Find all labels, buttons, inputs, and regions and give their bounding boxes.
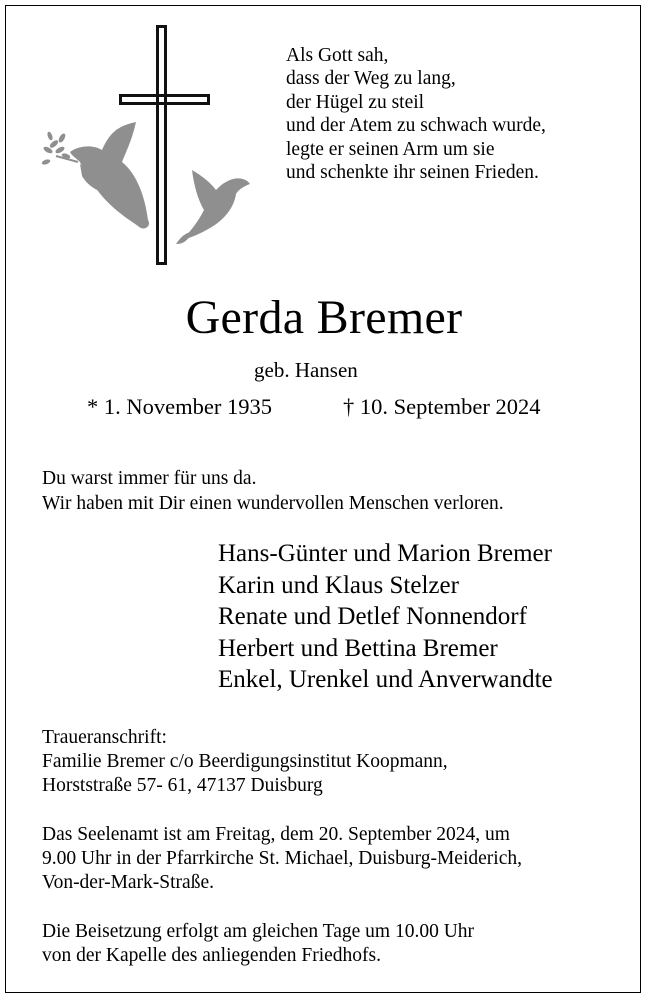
birth-date: * 1. November 1935 xyxy=(87,394,272,419)
verse-line: legte er seinen Arm um sie xyxy=(286,138,495,160)
verse-line: Als Gott sah, xyxy=(286,45,389,66)
burial-info xyxy=(42,920,474,968)
mourner-line: Renate und Detlef Nonnendorf xyxy=(218,603,527,630)
mass-line: 9.00 Uhr in der Pfarrkirche St. Michael, Duisburg-Meiderich, xyxy=(42,848,522,869)
poem-verse xyxy=(286,44,546,184)
mourner-line: Karin und Klaus Stelzer xyxy=(218,571,459,599)
message-line: Du warst immer für uns da. xyxy=(42,468,257,489)
farewell-message xyxy=(42,466,504,516)
mass-line: Das Seelenamt ist am Freitag, dem 20. September 2024, um xyxy=(42,824,510,845)
death-date: † 10. September 2024 xyxy=(343,394,541,419)
maiden-name: geb. Hansen xyxy=(254,358,358,382)
mourner-line: Hans-Günter und Marion Bremer xyxy=(218,540,552,567)
mourner-line: Enkel, Urenkel und Anverwandte xyxy=(218,666,553,693)
mourners-list xyxy=(218,538,553,696)
burial-line: Die Beisetzung erfolgt am gleichen Tage um 10.00 Uhr xyxy=(42,921,475,942)
address-line: Familie Bremer c/o Beerdigungsinstitut Koopmann, xyxy=(42,751,448,772)
dove-with-branch-icon xyxy=(41,122,149,228)
address-line: Traueranschrift: xyxy=(42,727,167,748)
mourner-line: Herbert und Bettina Bremer xyxy=(218,634,498,662)
mass-line: Von-der-Mark-Straße. xyxy=(42,872,214,893)
cross-doves-emblem xyxy=(40,22,255,272)
dove-icon xyxy=(176,170,250,244)
verse-line: und schenkte ihr seinen Frieden. xyxy=(286,162,539,184)
deceased-name: Gerda Bremer xyxy=(185,291,463,344)
verse-line: und der Atem zu schwach wurde, xyxy=(286,115,546,137)
verse-line: der Hügel zu steil xyxy=(286,91,425,113)
burial-line: von der Kapelle des anliegenden Friedhofs. xyxy=(42,945,381,966)
requiem-mass-info xyxy=(42,823,522,895)
address-line: Horststraße 57- 61, 47137 Duisburg xyxy=(42,775,323,796)
message-line: Wir haben mit Dir einen wundervollen Menschen verloren. xyxy=(42,493,504,514)
mourning-address xyxy=(42,726,448,798)
verse-line: dass der Weg zu lang, xyxy=(286,68,456,90)
